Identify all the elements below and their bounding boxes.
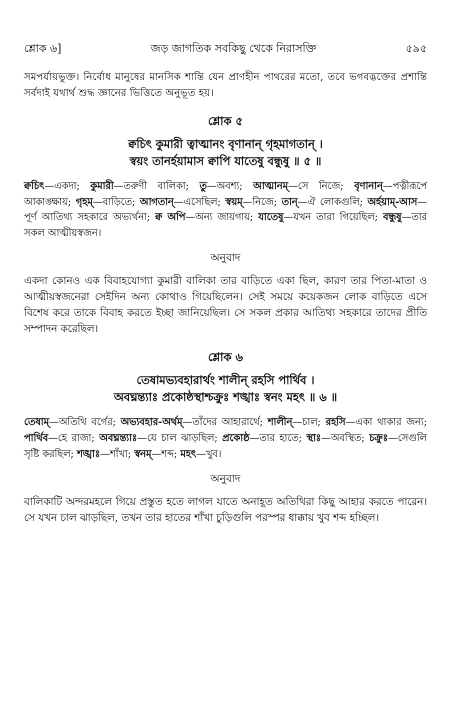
sanskrit-term: শালীন্ [267, 417, 293, 429]
term-meaning: —ঐ লোকগুলি; [297, 196, 368, 208]
sanskrit-term: স্থাঃ [306, 432, 322, 444]
term-meaning: —পত্নীরূপে আকাঙ্ক্ষায়; [24, 181, 427, 208]
intro-paragraph: সমপর্যায়ভুক্ত। নির্বোধ মানুষের মানসিক শান্তি যেন প্রাণহীন পাথরের মতো, তবে ভগবদ্ভক্তের প্রশান্তি সর্বদাই যথার্থ শুদ্ধ জ্ঞানের ভিত্তিতে অনুভূত হয়। [24, 72, 427, 99]
verse-6-line-2: অবঘ্নন্ত্যাঃ প্রকোষ্ঠস্থাশ্চক্রুঃ শঙ্খাঃ স্বনং মহৎ ॥ ৬ ॥ [113, 390, 338, 405]
sanskrit-term: যাতেষু [258, 212, 284, 224]
sanskrit-term: কুমারী [90, 181, 114, 192]
term-meaning: —সেগুলি সৃষ্টি করছিল; [24, 432, 427, 460]
sanskrit-term: মহৎ [180, 448, 197, 460]
sanskrit-term: অবঘ্নন্ত্যাঃ [99, 432, 138, 444]
verse-6-line-1: তেষামভ্যবহারার্থং শালীন্ রহসি পার্থিব । [136, 373, 315, 388]
term-meaning: —হে রাজা; [48, 432, 100, 444]
sanskrit-term: অভ্যবহার-অর্থম্ [120, 417, 183, 429]
term-meaning: —শব্দ; [151, 448, 181, 460]
term-meaning: —অবস্থিত; [321, 432, 370, 444]
sanskrit-term: স্বয়ম্ [225, 196, 243, 208]
term-meaning: —নিজে; [242, 196, 282, 208]
sanskrit-term: তু [199, 181, 207, 192]
term-meaning: —অন্য জায়গায়; [185, 212, 259, 224]
verse-5-translation: একদা কোনও এক বিবাহযোগ্যা কুমারী বালিকা তার বাড়িতে একা ছিল, কারণ তার পিতা-মাতা ও আত্মীয়স্বজনেরা সেইদিন অন্য কোথাও গিয়েছিলেন। সেই সময়ে কয়েকজন লোক বাড়িতে এসে বিশেষ করে তাকে বিবাহ করতে ইচ্ছা জানিয়েছিল। সে সকল প্রকার আতিথ্য সহকারে তাদের প্রীতি সম্পাদন করেছিল। [24, 275, 427, 336]
verse-5-translation-heading: অনুবাদ [210, 252, 241, 265]
term-meaning: —অবশ্য; [206, 181, 254, 192]
sanskrit-term: তান্ [281, 196, 298, 208]
term-meaning: —তার সকল আত্মীয়স্বজন। [24, 212, 427, 239]
term-meaning: —তরুণী বালিকা; [113, 181, 200, 192]
term-meaning: —শাঁখা; [100, 448, 135, 460]
header-chapter-title: জড় জাগতিক সবকিছু থেকে নিরাসক্তি [150, 42, 317, 55]
sanskrit-term: তেষাম্ [24, 417, 50, 429]
term-meaning: —পূর্ণ আতিথ্য সহকারে অভ্যর্থনা; [24, 196, 427, 224]
term-meaning: —বাড়িতে; [92, 196, 140, 208]
running-header [24, 40, 427, 59]
sanskrit-term: গৃহম্ [75, 196, 93, 208]
sanskrit-term: বন্ধুষু [382, 212, 402, 224]
term-meaning: —যে চাল ঝাড়ছিল; [137, 432, 223, 444]
sanskrit-term: আগতান্ [139, 196, 174, 208]
term-meaning: —যখন তারা গিয়েছিল; [283, 212, 383, 224]
sanskrit-term: রহসি [325, 417, 346, 429]
sanskrit-term: বৃণানান্ [354, 181, 383, 192]
sanskrit-term: স্বনম্ [134, 448, 152, 460]
verse-6-translation-heading: অনুবাদ [210, 473, 241, 486]
term-meaning: —অতিথি বর্গের; [49, 417, 121, 429]
verse-5-sanskrit [24, 136, 427, 170]
sanskrit-term: ক্বচিৎ [24, 181, 45, 192]
term-meaning: —চাল; [292, 417, 326, 429]
term-meaning: —এসেছিল; [173, 196, 226, 208]
sanskrit-term: আত্মানম্ [253, 181, 289, 192]
verse-6-sanskrit [24, 372, 427, 406]
verse-5-line-2: স্বয়ং তানর্হয়ামাস ক্বাপি যাতেষু বন্ধুষু ॥ ৫ ॥ [129, 154, 322, 168]
verse-5-title: শ্লোক ৫ [207, 114, 244, 128]
term-meaning: —খুব। [196, 448, 222, 460]
sanskrit-term: ক্ব অপি [155, 212, 186, 224]
term-meaning: —একদা; [44, 181, 91, 192]
page-number: ৫৯৫ [405, 42, 427, 55]
verse-5-word-meanings [24, 179, 427, 241]
sanskrit-term: চক্রুঃ [369, 432, 388, 444]
term-meaning: —একা থাকার জন্য; [345, 417, 427, 429]
sanskrit-term: পার্থিব [24, 432, 49, 444]
verse-6-translation: বালিকাটি অন্দরমহলে গিয়ে প্রস্তুত হতে লাগল যাতে অনাহূত অতিথিরা কিছু আহার করতে পারেন। সে যখন চাল ঝাড়ছিল, তখন তার হাতের শাঁখা চুড়িগুলি পরস্পর ধাক্কায় খুব শব্দ হচ্ছিল। [24, 496, 427, 525]
term-meaning: —সে নিজে; [288, 181, 355, 192]
term-meaning: —তাঁদের আহারার্থে; [182, 417, 268, 429]
verse-6-title: শ্লোক ৬ [207, 350, 244, 365]
header-verse-ref: শ্লোক ৬] [24, 42, 62, 55]
sanskrit-term: প্রকোষ্ঠ [222, 432, 250, 444]
term-meaning: —তার হাতে; [249, 432, 307, 444]
sanskrit-term: শঙ্খাঃ [76, 448, 101, 460]
verse-5-line-1: ক্বচিৎ কুমারী ত্বাত্মানং বৃণানান্ গৃহমাগতান্ । [128, 137, 323, 151]
verse-6-word-meanings [24, 415, 427, 462]
sanskrit-term: অর্হয়াম্-আস [367, 196, 418, 208]
